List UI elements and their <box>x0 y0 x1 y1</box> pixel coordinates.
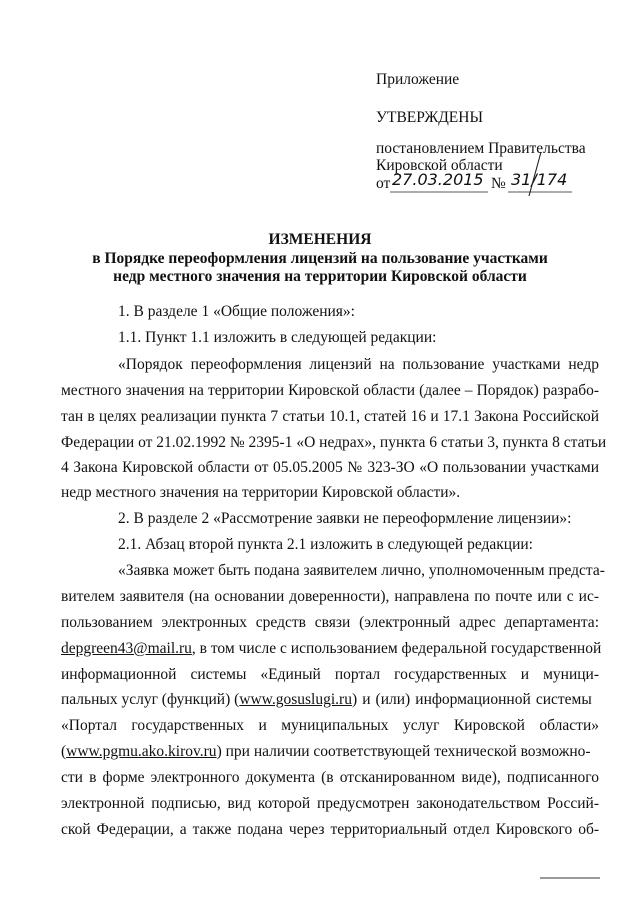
approved-by-line1: постановлением Правительства <box>376 140 586 157</box>
email-link[interactable]: depgreen43@mail.ru <box>61 640 192 657</box>
application-paragraph-line: сти в форме электронного документа (в отсканированном виде), подписанного <box>61 769 599 786</box>
application-text: , в том числе с использованием федеральной государственной <box>191 640 602 657</box>
paragraph-2: 2. В разделе 2 «Рассмотрение заявки не переоформление лицензии»: <box>118 510 572 527</box>
application-paragraph-line: ской Федерации, а также подана через территориальный отдел Кировского об- <box>61 821 599 838</box>
application-paragraph-line: электронной подписью, вид которой предусмотрен законодательством Россий- <box>61 795 599 812</box>
handwritten-date: 27.03.2015 <box>392 170 484 189</box>
approved-label: УТВЕРЖДЕНЫ <box>376 109 483 126</box>
application-paragraph-line <box>61 690 592 709</box>
application-text: ( <box>61 743 67 760</box>
application-paragraph-line <box>61 742 591 761</box>
application-text: ) при наличии соответствующей технической возможно- <box>216 743 591 760</box>
paragraph-quote-line: тан в целях реализации пункта 7 статьи 10.1, статей 16 и 17.1 Закона Российской <box>61 408 599 425</box>
application-paragraph-line <box>61 639 602 658</box>
appendix-label: Приложение <box>376 71 460 88</box>
application-paragraph-line: вителем заявителя (на основании доверенности), направлена по почте или с ис- <box>61 588 599 605</box>
paragraph-quote-line: местного значения на территории Кировской области (далее – Порядок) разрабо- <box>61 382 599 399</box>
approved-by-line2: Кировской области <box>376 157 503 174</box>
number-sign: № <box>491 175 506 192</box>
paragraph-quote-line: недр местного значения на территории Кировской области». <box>61 484 461 501</box>
application-text: пальных услуг (функций) ( <box>61 691 240 708</box>
document-heading: ИЗМЕНЕНИЯ <box>268 231 372 248</box>
paragraph-quote-line: 4 Закона Кировской области от 05.05.2005 № 323-ЗО «О пользовании участками <box>61 459 599 476</box>
date-prefix: от <box>376 175 391 192</box>
paragraph-1-1: 1.1. Пункт 1.1 изложить в следующей редакции: <box>118 329 437 346</box>
paragraph-1: 1. В разделе 1 «Общие положения»: <box>118 303 355 320</box>
document-title-line2: недр местного значения на территории Кировской области <box>113 268 527 285</box>
paragraph-quote-line: Федерации от 21.02.1992 № 2395-1 «О недрах», пункта 6 статьи 3, пункта 8 статьи <box>61 434 607 451</box>
signature-stroke <box>529 152 541 196</box>
pgmu-link[interactable]: www.pgmu.ako.kirov.ru <box>66 743 217 760</box>
application-paragraph-line: пользованием электронных средств связи (электронный адрес департамента: <box>61 614 599 631</box>
paragraph-2-1: 2.1. Абзац второй пункта 2.1 изложить в следующей редакции: <box>118 536 533 553</box>
handwritten-number: 31/174 <box>511 170 568 189</box>
application-text: ) и (или) информационной системы <box>351 691 592 708</box>
application-paragraph-line: «Заявка может быть подана заявителем лично, уполномоченным предста- <box>118 562 605 579</box>
gosuslugi-link[interactable]: www.gosuslugi.ru <box>239 691 352 708</box>
document-title-line1: в Порядке переоформления лицензий на пользование участками <box>92 250 548 267</box>
paragraph-quote-line: «Порядок переоформления лицензий на пользование участками недр <box>118 356 599 373</box>
application-paragraph-line: «Портал государственных и муниципальных услуг Кировской области» <box>61 717 599 734</box>
application-paragraph-line: информационной системы «Единый портал государственных и муници- <box>61 666 599 683</box>
